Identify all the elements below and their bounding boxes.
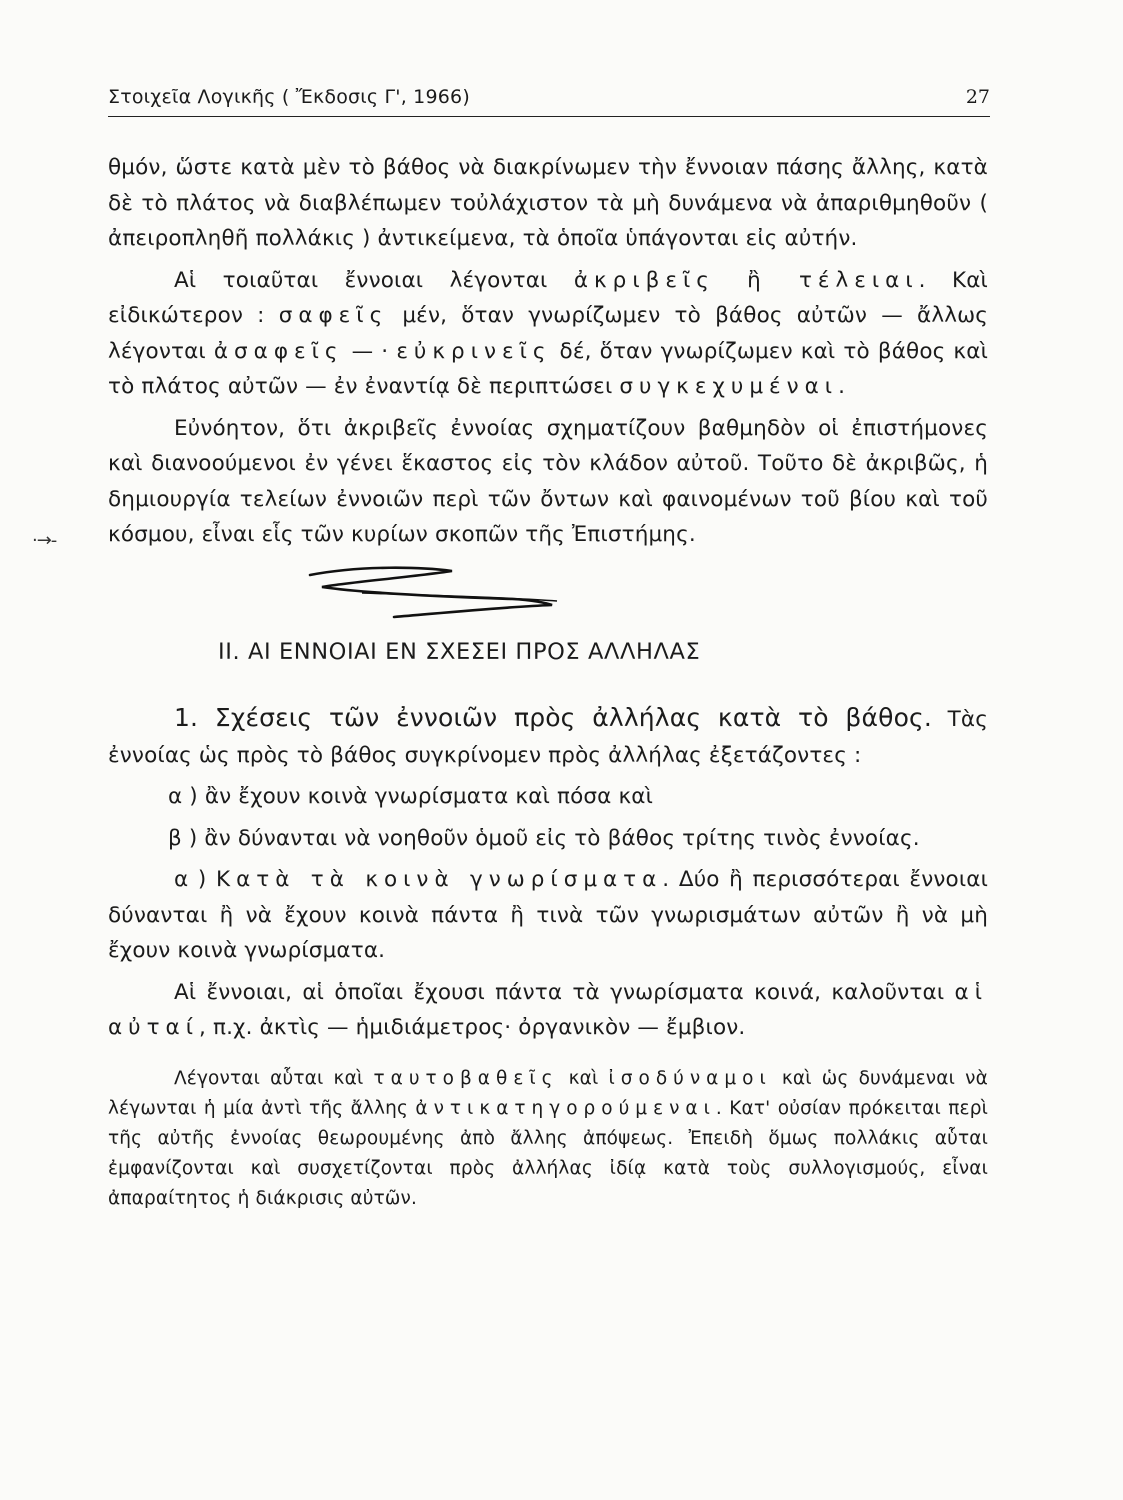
paragraph-text: , π.χ. ἀκτὶς — ἡμιδιάμετρος· ὀργανικὸν — ἔμβιον. [199,1015,746,1040]
p2-text: . Καὶ εἰδικώτερον : [108,267,988,328]
page-body [108,150,988,1220]
paragraph-text: Αἱ ἔννοιαι, αἱ ὁποῖαι ἔχουσι πάντα τὰ γνωρίσματα κοινά, καλοῦνται [174,979,955,1005]
p2-text: — · [343,338,397,364]
paragraph-same-concepts [108,975,988,1046]
subsection-paragraph [108,700,988,773]
list-item-a: α ) ἂν ἔχουν κοινὰ γνωρίσματα καὶ πόσα καὶ [168,784,654,809]
paragraph-1: θμόν, ὥστε κατὰ μὲν τὸ βάθος νὰ διακρίνωμεν τὴν ἔννοιαν πάσης ἄλλης, κατὰ δὲ τὸ πλάτος νὰ διαβλέπωμεν τοὐλάχιστον τὰ μὴ δυνάμενα νὰ ἀπαριθμηθοῦν ( ἀπειροπληθῆ πολλάκις ) ἀντικείμενα, τὰ ὁποῖα ὑπάγονται εἰς αὐτήν. [108,155,988,251]
paragraph-text: . Δύο ἢ περισσότεραι ἔννοιαι δύνανται ἢ νὰ ἔχουν κοινὰ πάντα ἢ τινὰ τῶν γνωρισμάτων αὐτῶν ἢ νὰ μὴ ἔχουν κοινὰ γνωρίσματα. [108,867,988,963]
paragraph-3: Εὐνόητον, ὅτι ἀκριβεῖς ἐννοίας σχηματίζουν βαθμηδὸν οἱ ἐπιστήμονες καὶ διανοούμενοι ἐν γένει ἕκαστος εἰς τὸν κλάδον αὐτοῦ. Τοῦτο δὲ ἀκριβῶς, ἡ δημιουργία τελείων ἐννοιῶν περὶ τῶν ὄντων καὶ φαινομένων τοῦ βίου καὶ τοῦ κόσμου, εἶναι εἷς τῶν κυρίων σκοπῶν τῆς Ἐπιστήμης. [108,415,988,547]
footnote-paragraph [108,1064,988,1214]
running-header [108,86,990,117]
subsection-title: 1. Σχέσεις τῶν ἐννοιῶν πρὸς ἀλλήλας κατὰ τὸ βάθος. [174,703,932,732]
subsection-text: Τὰς ἐννοίας ὡς πρὸς τὸ βάθος συγκρίνομεν πρὸς ἀλλήλας ἐξετάζοντες : [108,707,989,768]
note-text: καὶ ὡς δυνάμεναι νὰ λέγωνται ἡ μία ἀντὶ τῆς ἄλλης [108,1067,988,1119]
term-interchangeable: ἀντικατηγορούμεναι [415,1097,716,1119]
p2-text: . [838,374,846,399]
flourish-drawing [302,553,562,623]
note-text: . Κατ' οὐσίαν πρόκειται περὶ τῆς αὐτῆς ἐννοίας θεωρουμένης ἀπὸ ἄλλης ἀπόψεως. Ἐπειδὴ ὅμως πολλάκις αὗται ἐμφανίζονται καὶ συσχετίζονται πρὸς ἀλλήλας ἰδίᾳ κατὰ τοὺς συλλογισμούς, εἶναι ἀπαραίτητος ἡ διάκρισις αὐτῶν. [108,1097,988,1209]
term-unclear: ἀσαφεῖς [213,338,344,364]
term-clear: σαφεῖς [278,303,389,328]
paragraph-2 [108,263,988,405]
term-confused: συγκεχυμέναι [619,374,839,399]
p2-text: δέ, ὅταν γνωρίζωμεν καὶ τὸ βάθος καὶ τὸ πλάτος αὐτῶν — ἐν ἐναντίᾳ δὲ περιπτώσει [108,338,989,399]
term-distinct: εὐκρινεῖς [396,338,552,364]
note-text: Λέγονται αὗται καὶ [174,1067,374,1089]
note-text: καὶ [558,1067,609,1089]
paragraph-common-features [108,862,988,969]
term-same-depth: ταυτοβαθεῖς [373,1067,559,1089]
p2-text: Αἱ τοιαῦται ἔννοιαι λέγονται [174,267,574,293]
section-heading: ΙΙ. ΑΙ ΕΝΝΟΙΑΙ ΕΝ ΣΧΕΣΕΙ ΠΡΟΣ ΑΛΛΗΛΑΣ [218,638,701,665]
term-common-features: Κατὰ τὰ κοινὰ γνωρίσματα [216,867,663,892]
term-same: αἱ αὐταί [108,979,988,1040]
item-label: α ) [174,867,216,892]
list-item-b: β ) ἂν δύνανται νὰ νοηθοῦν ὁμοῦ εἰς τὸ βάθος τρίτης τινὸς ἐννοίας. [168,825,920,851]
p2-text: μέν, ὅταν γνωρίζωμεν τὸ βάθος αὐτῶν — ἄλλως λέγονται [108,303,989,364]
header-title: Στοιχεῖα Λογικῆς ( Ἔκδοσις Γ', 1966) [108,86,470,108]
handwritten-flourish [108,559,988,631]
page-number: 27 [965,86,990,108]
term-exact: ἀκριβεῖς ἢ τέλειαι [573,267,919,293]
margin-mark: ·→- [32,530,57,551]
term-equivalent: ἰσοδύναμοι [608,1067,772,1089]
